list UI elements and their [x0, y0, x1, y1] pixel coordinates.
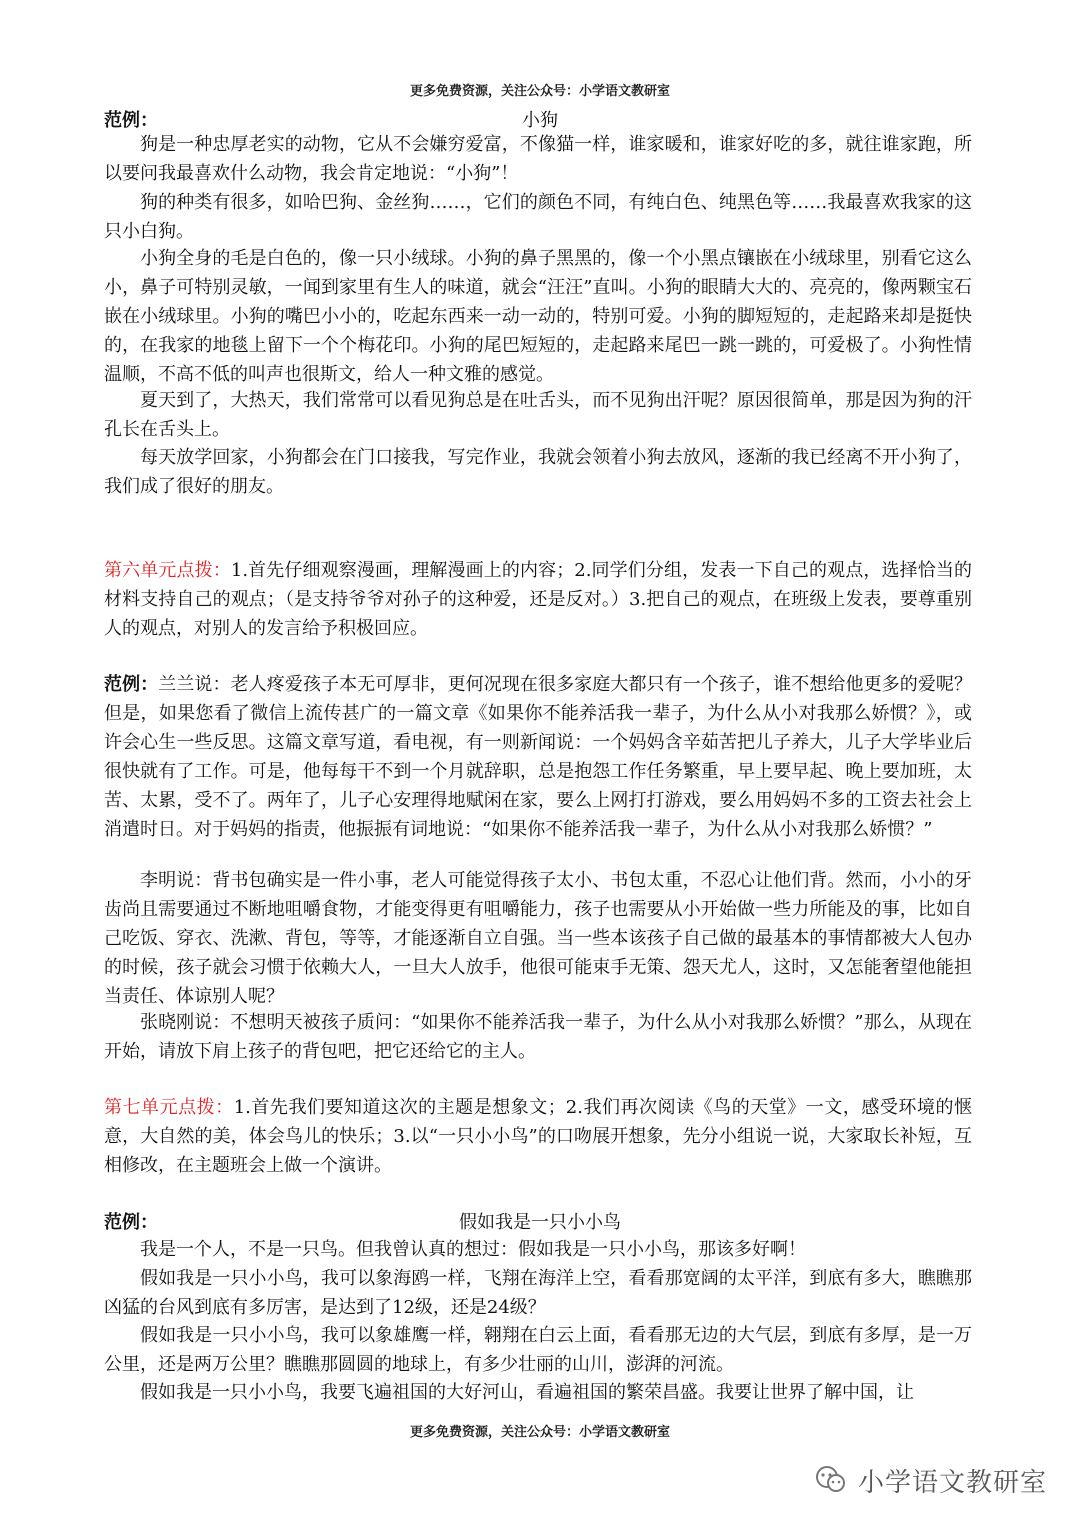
unit7-text: 1.首先我们要知道这次的主题是想象文；2.我们再次阅读《鸟的天堂》一文，感受环境的惬意，大自然的美，体会鸟儿的快乐；3.以“一只小小鸟”的口吻展开想象，先分小组说一说，大家取长补短，互相修改，在主题班会上做一个演讲。 — [104, 1097, 973, 1176]
unit6-text: 1.首先仔细观察漫画，理解漫画上的内容；2.同学们分组，发表一下自己的观点，选择恰当的材料支持自己的观点；（是支持爷爷对孙子的这种爱，还是反对。）3.把自己的观点，在班级上发表，要尊重别人的观点，对别人的发言给予积极回应。 — [104, 560, 973, 639]
unit6-heading: 第六单元点拨： — [104, 560, 231, 581]
example6-paragraph-3: 张晓刚说：不想明天被孩子质问：“如果你不能养活我一辈子，为什么从小对我那么娇惯？”那么，从现在开始，请放下肩上孩子的背包吧，把它还给它的主人。 — [104, 1012, 972, 1062]
dog-paragraph-3: 小狗全身的毛是白色的，像一只小绒球。小狗的鼻子黑黑的，像一个小黑点镶嵌在小绒球里，别看它这么小，鼻子可特别灵敏，一闻到家里有生人的味道，就会“汪汪”直叫。小狗的眼睛大大的、亮亮的，像两颗宝石嵌在小绒球里。小狗的嘴巴小小的，吃起东西来一动一动的，特别可爱。小狗的脚短短的，走起路来却是挺快的，在我家的地毯上留下一个个梅花印。小狗的尾巴短短的，走起路来尾巴一跳一跳的，可爱极了。小狗性情温顺，不高不低的叫声也很斯文，给人一种文雅的感觉。 — [104, 248, 972, 385]
dog-paragraph-1: 狗是一种忠厚老实的动物，它从不会嫌穷爱富，不像猫一样，谁家暖和，谁家好吃的多，就往谁家跑，所以要问我最喜欢什么动物，我会肯定地说：“小狗”！ — [104, 134, 972, 184]
bird-paragraph-3: 假如我是一只小小鸟，我可以象雄鹰一样，翱翔在白云上面，看看那无边的大气层，到底有多厚，是一万公里，还是两万公里？瞧瞧那圆圆的地球上，有多少壮丽的山川，澎湃的河流。 — [104, 1325, 972, 1375]
essay-title-bird: 假如我是一只小小鸟 — [459, 1212, 621, 1233]
dog-paragraph-4: 夏天到了，大热天，我们常常可以看见狗总是在吐舌头，而不见狗出汗呢？原因很简单，那是因为狗的汗孔长在舌头上。 — [104, 390, 972, 440]
unit6-guidance — [104, 556, 972, 643]
page-header: 更多免费资源，关注公众号：小学语文教研室 — [409, 84, 670, 99]
example-label: 范例： — [104, 110, 158, 131]
page-footer: 更多免费资源，关注公众号：小学语文教研室 — [409, 1425, 670, 1440]
bird-paragraph-1: 我是一个人，不是一只鸟。但我曾认真的想过：假如我是一只小小鸟，那该多好啊！ — [140, 1239, 806, 1260]
watermark — [814, 1460, 1047, 1500]
unit7-guidance — [104, 1093, 972, 1180]
bird-paragraph-2: 假如我是一只小小鸟，我可以象海鸥一样，飞翔在海洋上空，看看那宽阔的太平洋，到底有多大，瞧瞧那凶猛的台风到底有多厉害，是达到了12级，还是24级？ — [104, 1268, 972, 1318]
example6-paragraph-1: 范例：兰兰说：老人疼爱孩子本无可厚非，更何况现在很多家庭大都只有一个孩子，谁不想给他更多的爱呢？但是，如果您看了微信上流传甚广的一篇文章《如果你不能养活我一辈子，为什么从小对我那么娇惯？》，或许会心生一些反思。这篇文章写道，看电视，有一则新闻说：一个妈妈含辛茹苦把儿子养大，儿子大学毕业后很快就有了工作。可是，他每每干不到一个月就辞职，总是抱怨工作任务繁重，早上要早起、晚上要加班，太苦、太累，受不了。两年了，儿子心安理得地赋闲在家，要么上网打打游戏，要么用妈妈不多的工资去社会上消遣时日。对于妈妈的指责，他振振有词地说：“如果你不能养活我一辈子，为什么从小对我那么娇惯？” — [104, 674, 973, 840]
example-label: 范例： — [104, 674, 159, 695]
dog-paragraph-2: 狗的种类有很多，如哈巴狗、金丝狗……，它们的颜色不同，有纯白色、纯黑色等……我最喜欢我家的这只小白狗。 — [104, 192, 972, 242]
example-label: 范例： — [104, 1212, 158, 1233]
bird-paragraph-4: 假如我是一只小小鸟，我要飞遍祖国的大好河山，看遍祖国的繁荣昌盛。我要让世界了解中国，让 — [140, 1382, 914, 1403]
essay-title-dog: 小狗 — [522, 110, 558, 131]
wechat-icon — [814, 1463, 848, 1497]
dog-paragraph-5: 每天放学回家，小狗都会在门口接我，写完作业，我就会领着小狗去放风，逐渐的我已经离不开小狗了，我们成了很好的朋友。 — [104, 447, 972, 497]
unit7-heading: 第七单元点拨： — [104, 1097, 234, 1118]
example6-paragraph-2: 李明说：背书包确实是一件小事，老人可能觉得孩子太小、书包太重，不忍心让他们背。然而，小小的牙齿尚且需要通过不断地咀嚼食物，才能变得更有咀嚼能力，孩子也需要从小开始做一些力所能及的事，比如自己吃饭、穿衣、洗漱、背包，等等，才能逐渐自立自强。当一些本该孩子自己做的最基本的事情都被大人包办的时候，孩子就会习惯于依赖大人，一旦大人放手，他很可能束手无策、怨天尤人，这时，又怎能奢望他能担当责任、体谅别人呢？ — [104, 870, 972, 1007]
watermark-text: 小学语文教研室 — [858, 1467, 1048, 1498]
